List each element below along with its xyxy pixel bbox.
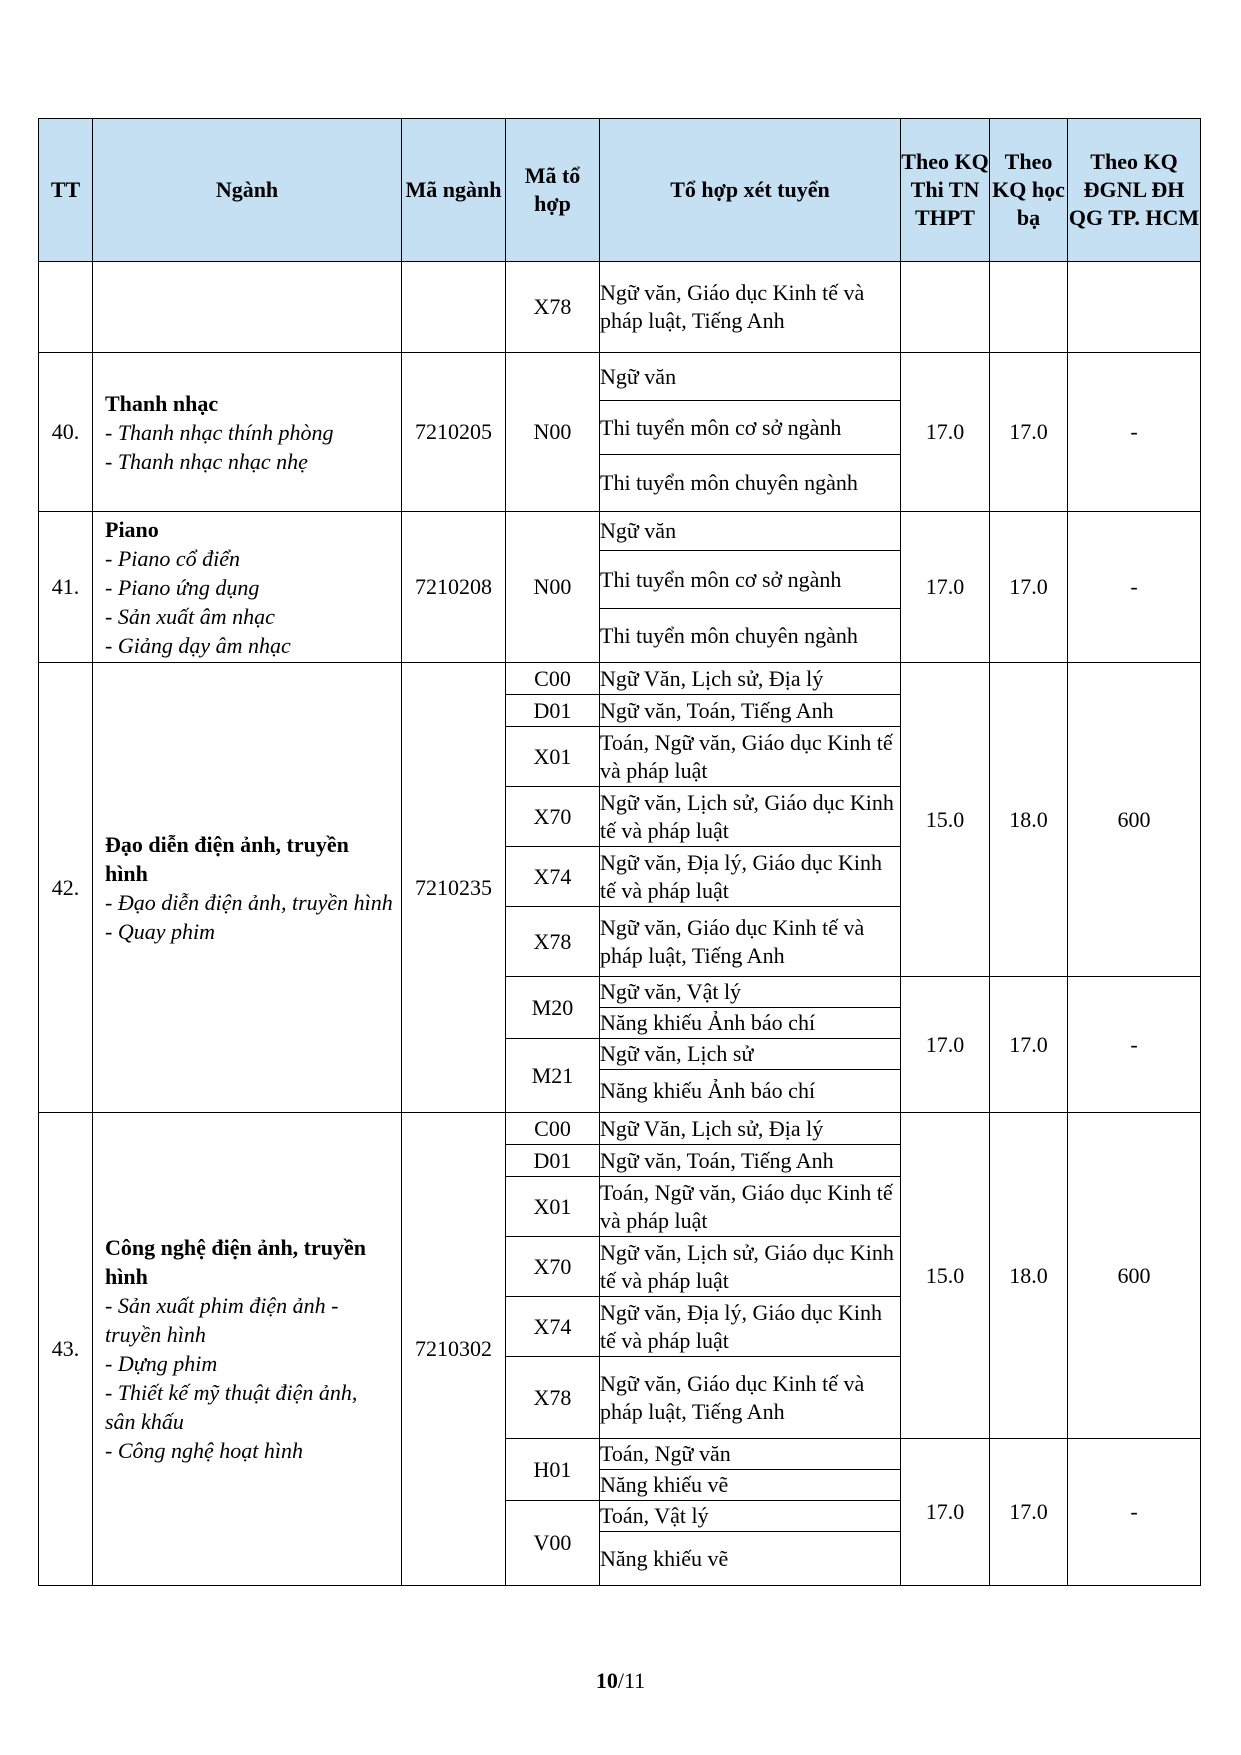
major-specialization: - Giảng dạy âm nhạc [105,632,291,658]
row-number: 42. [39,663,93,1113]
combo-subjects: Thi tuyển môn cơ sở ngành [600,551,901,609]
score-thpt: 17.0 [901,1439,990,1586]
combo-subjects: Ngữ văn, Địa lý, Giáo dục Kinh tế và pháp luật [600,847,901,907]
combo-subjects: Thi tuyển môn chuyên ngành [600,455,901,512]
combo-code: M21 [506,1039,600,1113]
total-pages: /11 [617,1668,646,1693]
combo-code: X01 [506,1177,600,1237]
major-title: Thanh nhạc [105,390,219,416]
table-header-row [39,119,1201,262]
score-hoc-ba: 17.0 [990,353,1068,512]
header-ma-to-hop: Mã tổ hợp [506,119,600,262]
table-row [39,512,1201,551]
combo-subjects: Ngữ văn [600,353,901,401]
combo-code: X74 [506,1297,600,1357]
score-hoc-ba: 17.0 [990,1439,1068,1586]
score-dgnl: - [1068,1439,1201,1586]
combo-code: N00 [506,512,600,663]
table-row [39,353,1201,401]
combo-subjects: Ngữ văn, Toán, Tiếng Anh [600,1145,901,1177]
page-number [0,1668,1241,1694]
combo-code: C00 [506,663,600,695]
major-code: 7210235 [402,663,506,1113]
combo-subjects: Toán, Ngữ văn [600,1439,901,1470]
combo-subjects: Toán, Vật lý [600,1501,901,1532]
table-row [39,262,1201,353]
combo-subjects: Ngữ văn, Giáo dục Kinh tế và pháp luật, Tiếng Anh [600,907,901,977]
major-code: 7210205 [402,353,506,512]
combo-code: M20 [506,977,600,1039]
major-specialization: - Dựng phim [105,1351,218,1376]
score-thpt: 17.0 [901,353,990,512]
combo-subjects: Ngữ văn, Giáo dục Kinh tế và pháp luật, Tiếng Anh [600,1357,901,1439]
combo-code: D01 [506,1145,600,1177]
combo-subjects: Thi tuyển môn chuyên ngành [600,609,901,663]
score-dgnl: 600 [1068,1113,1201,1439]
combo-code: X78 [506,1357,600,1439]
major-code: 7210208 [402,512,506,663]
score-thpt: 17.0 [901,512,990,663]
combo-subjects: Ngữ Văn, Lịch sử, Địa lý [600,1113,901,1145]
major-title: Đạo diễn điện ảnh, truyền hình [105,831,349,886]
header-to-hop: Tổ hợp xét tuyển [600,119,901,262]
combo-code: D01 [506,695,600,727]
major-name-cell [93,353,402,512]
combo-subjects: Ngữ Văn, Lịch sử, Địa lý [600,663,901,695]
score-hoc-ba: 17.0 [990,977,1068,1113]
combo-subjects: Ngữ văn, Vật lý [600,977,901,1008]
table-row [39,663,1201,695]
row-number: 40. [39,353,93,512]
major-name-cell [93,1113,402,1586]
header-hoc-ba: Theo KQ học bạ [990,119,1068,262]
score-thpt: 15.0 [901,1113,990,1439]
combo-code: X78 [506,262,600,353]
major-specialization: - Thanh nhạc nhạc nhẹ [105,448,308,474]
combo-subjects: Năng khiếu Ảnh báo chí [600,1008,901,1039]
combo-code: H01 [506,1439,600,1501]
combo-subjects: Năng khiếu vẽ [600,1470,901,1501]
combo-subjects: Ngữ văn, Địa lý, Giáo dục Kinh tế và pháp luật [600,1297,901,1357]
score-dgnl: - [1068,512,1201,663]
header-thpt: Theo KQ Thi TN THPT [901,119,990,262]
major-specialization: - Công nghệ hoạt hình [105,1438,303,1463]
major-title: Công nghệ điện ảnh, truyền hình [105,1235,367,1289]
major-specialization: - Piano cổ điển [105,545,241,571]
combo-subjects: Ngữ văn [600,512,901,551]
combo-code: C00 [506,1113,600,1145]
major-name-cell [93,663,402,1113]
major-name-cell [93,512,402,663]
combo-subjects: Ngữ văn, Lịch sử, Giáo dục Kinh tế và pháp luật [600,787,901,847]
major-specialization: - Sản xuất phim điện ảnh - truyền hình [105,1293,339,1347]
major-title: Piano [105,516,159,542]
score-dgnl: 600 [1068,663,1201,977]
empty-cell [93,262,402,353]
row-number: 41. [39,512,93,663]
combo-subjects: Thi tuyển môn cơ sở ngành [600,401,901,455]
major-code: 7210302 [402,1113,506,1586]
combo-code: X70 [506,787,600,847]
combo-subjects: Năng khiếu vẽ [600,1532,901,1586]
header-tt: TT [39,119,93,262]
combo-subjects: Toán, Ngữ văn, Giáo dục Kinh tế và pháp luật [600,727,901,787]
empty-cell [901,262,990,353]
header-dgnl: Theo KQ ĐGNL ĐH QG TP. HCM [1068,119,1201,262]
current-page: 10 [595,1668,618,1693]
major-specialization: - Thiết kế mỹ thuật điện ảnh, sân khấu [105,1380,358,1434]
combo-subjects: Năng khiếu Ảnh báo chí [600,1070,901,1113]
combo-code: X01 [506,727,600,787]
combo-subjects: Toán, Ngữ văn, Giáo dục Kinh tế và pháp luật [600,1177,901,1237]
table-row [39,1113,1201,1145]
major-specialization: - Thanh nhạc thính phòng [105,419,334,445]
score-dgnl: - [1068,353,1201,512]
header-nganh: Ngành [93,119,402,262]
combo-subjects: Ngữ văn, Lịch sử, Giáo dục Kinh tế và pháp luật [600,1237,901,1297]
score-hoc-ba: 18.0 [990,663,1068,977]
row-number: 43. [39,1113,93,1586]
combo-subjects: Ngữ văn, Giáo dục Kinh tế và pháp luật, Tiếng Anh [600,262,901,353]
combo-code: X78 [506,907,600,977]
score-thpt: 15.0 [901,663,990,977]
empty-cell [990,262,1068,353]
score-thpt: 17.0 [901,977,990,1113]
major-specialization: - Quay phim [105,918,215,944]
combo-code: X70 [506,1237,600,1297]
combo-code: V00 [506,1501,600,1586]
empty-cell [402,262,506,353]
major-specialization: - Đạo diễn điện ảnh, truyền hình [105,889,393,915]
combo-subjects: Ngữ văn, Toán, Tiếng Anh [600,695,901,727]
score-dgnl: - [1068,977,1201,1113]
empty-cell [1068,262,1201,353]
score-hoc-ba: 17.0 [990,512,1068,663]
score-hoc-ba: 18.0 [990,1113,1068,1439]
combo-code: X74 [506,847,600,907]
major-specialization: - Piano ứng dụng [105,574,260,600]
empty-cell [39,262,93,353]
header-ma-nganh: Mã ngành [402,119,506,262]
combo-subjects: Ngữ văn, Lịch sử [600,1039,901,1070]
combo-code: N00 [506,353,600,512]
admission-table [38,118,1201,1586]
major-specialization: - Sản xuất âm nhạc [105,603,275,629]
